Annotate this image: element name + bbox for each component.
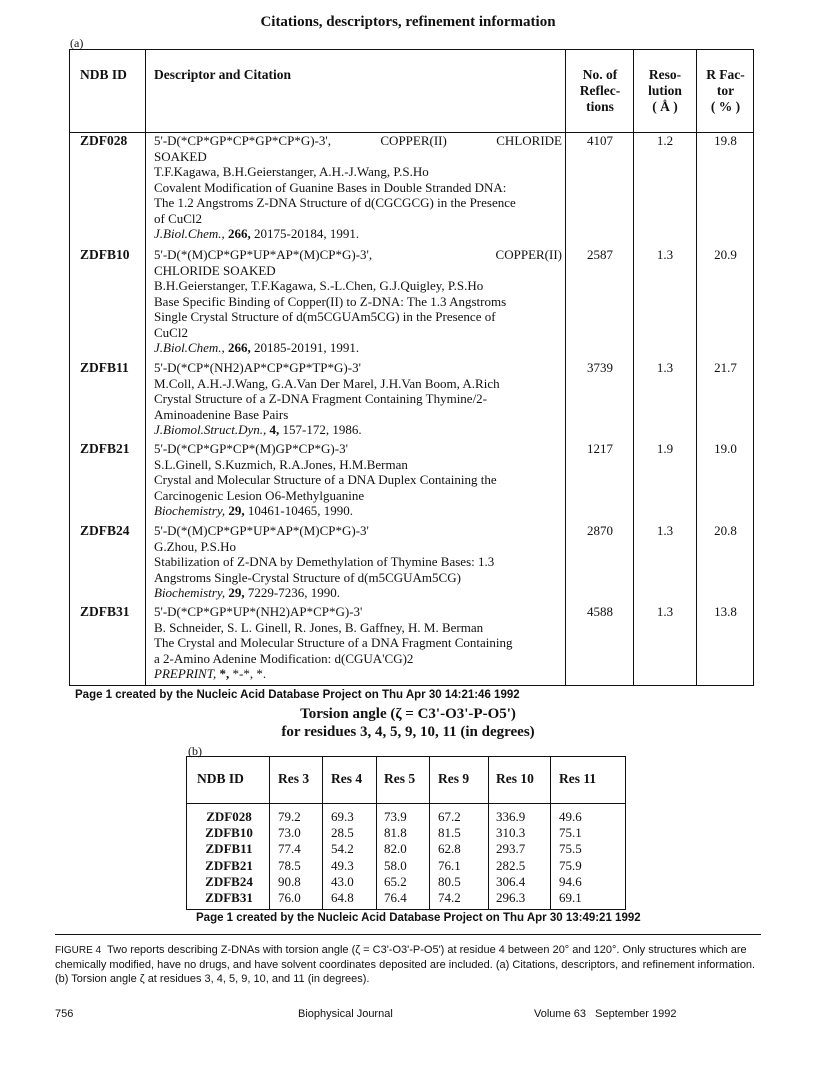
row-id: ZDFB10	[80, 247, 130, 262]
torsion-value: 81.8	[384, 825, 407, 841]
torsion-value: 336.9	[496, 809, 526, 824]
row-reflections: 4588	[587, 604, 613, 619]
torsion-row-id: ZDFB21	[205, 857, 253, 873]
header-ndb-id: NDB ID	[80, 67, 127, 82]
row-r-factor: 20.9	[714, 247, 737, 262]
row-reflections: 4107	[587, 133, 613, 148]
torsion-value: 73.0	[278, 825, 301, 841]
table-a-footer: Page 1 created by the Nucleic Acid Database Project on Thu Apr 30 14:21:46 1992	[75, 689, 520, 701]
torsion-value: 75.9	[559, 857, 582, 873]
torsion-table	[186, 756, 626, 910]
caption-divider	[55, 934, 761, 935]
torsion-row-id: ZDFB11	[205, 841, 253, 857]
torsion-value: 82.0	[384, 841, 407, 857]
torsion-value: 79.2	[278, 809, 301, 824]
journal-name: Biophysical Journal	[298, 1008, 393, 1020]
figure-caption: FIGURE 4 Two reports describing Z-DNAs with torsion angle (ζ = C3'-O3'-P-O5') at residue 4 between 20° and 120°. Only structures which are chemically modified, have no drugs, and have solvent coordinates deposited are included. (a) Citations, descriptors, and refinement information. (b) Torsion angle ζ at residues 3, 4, 5, 9, 10, and 11 (in degrees).	[55, 944, 756, 985]
table-b-label: (b)	[188, 744, 202, 758]
page-number: 756	[55, 1008, 74, 1020]
torsion-value: 77.4	[278, 841, 301, 857]
row-descriptor: 5'-D(*CP*GP*CP*(M)GP*CP*G)-3' S.L.Ginell, S.Kuzmich, R.A.Jones, H.M.Berman Crystal and Molecular Structure of a DNA Duplex Containing the Carcinogenic Lesion O6-Methylguanine Biochemistry, 29, 10461-10465, 1990.	[154, 441, 497, 518]
torsion-value: 28.5	[331, 825, 354, 841]
row-resolution: 1.3	[656, 247, 674, 262]
row-r-factor: 19.8	[714, 133, 737, 148]
row-descriptor: 5'-D(*(M)CP*GP*UP*AP*(M)CP*G)-3' G.Zhou, P.S.Ho Stabilization of Z-DNA by Demethylation of Thymine Bases: 1.3 Angstroms Single-Crystal Structure of d(m5CGUAm5CG) Biochemistry, 29, 7229-7236, 1990.	[154, 523, 495, 600]
torsion-value: 43.0	[331, 873, 354, 889]
torsion-row-id: ZDF028	[206, 809, 252, 824]
torsion-value: 67.2	[438, 809, 461, 824]
torsion-value: 73.9	[384, 809, 407, 824]
torsion-value: 90.8	[278, 873, 301, 889]
torsion-value: 64.8	[331, 890, 354, 905]
torsion-value: 282.5	[496, 857, 526, 873]
row-r-factor: 19.0	[714, 441, 737, 456]
torsion-title: Torsion angle (ζ = C3'-O3'-P-O5')	[300, 706, 516, 722]
torsion-value: 76.0	[278, 890, 301, 905]
row-resolution: 1.3	[656, 604, 674, 619]
row-resolution: 1.2	[656, 133, 674, 148]
th-res10: Res 10	[496, 771, 534, 786]
torsion-value: 65.2	[384, 873, 407, 889]
row-resolution: 1.3	[656, 523, 674, 538]
th-res11: Res 11	[559, 771, 597, 786]
torsion-value: 69.3	[331, 809, 354, 824]
torsion-row-id: ZDFB24	[205, 873, 253, 889]
header-descriptor: Descriptor and Citation	[154, 67, 291, 82]
row-descriptor: 5'-D(*CP*GP*CP*GP*CP*G)-3', COPPER(II) CHLORIDE SOAKED T.F.Kagawa, B.H.Geierstanger, A.H.-J.Wang, P.S.Ho Covalent Modification of Guanine Bases in Double Stranded DNA: The 1.2 Angstroms Z-DNA Structure of d(CGCGCG) in the Presence of CuCl2 J.Biol.Chem., 266, 20175-20184, 1991.	[154, 133, 562, 241]
torsion-row-id: ZDFB10	[205, 825, 253, 841]
torsion-value: 76.1	[438, 857, 461, 873]
row-descriptor: 5'-D(*CP*GP*UP*(NH2)AP*CP*G)-3' B. Schneider, S. L. Ginell, R. Jones, B. Gaffney, H. M. Berman The Crystal and Molecular Structure of a DNA Fragment Containing a 2-Amino Adenine Modification: d(CGUA'CG)2 PREPRINT, *, *-*, *.	[154, 604, 513, 681]
volume-info: Volume 63 September 1992	[534, 1008, 677, 1020]
torsion-value: 62.8	[438, 841, 461, 857]
row-resolution: 1.9	[656, 441, 674, 456]
header-r-factor: R Fac- tor ( % )	[706, 67, 745, 114]
page-title: Citations, descriptors, refinement information	[260, 14, 556, 30]
table-a-label: (a)	[70, 36, 84, 50]
row-id: ZDFB31	[80, 604, 130, 619]
row-resolution: 1.3	[656, 360, 674, 375]
citations-table	[69, 49, 754, 686]
torsion-value: 58.0	[384, 857, 407, 873]
row-r-factor: 20.8	[714, 523, 737, 538]
torsion-row-id: ZDFB31	[205, 890, 253, 905]
torsion-value: 310.3	[496, 825, 526, 841]
torsion-value: 69.1	[559, 890, 582, 905]
torsion-value: 78.5	[278, 857, 301, 873]
th-res3: Res 3	[278, 771, 310, 786]
th-res9: Res 9	[438, 771, 470, 786]
torsion-value: 75.1	[559, 825, 582, 841]
row-id: ZDFB21	[80, 441, 130, 456]
row-reflections: 3739	[587, 360, 613, 375]
torsion-value: 296.3	[496, 890, 526, 905]
table-b-footer: Page 1 created by the Nucleic Acid Database Project on Thu Apr 30 13:49:21 1992	[196, 912, 641, 924]
row-reflections: 2870	[587, 523, 613, 538]
torsion-value: 81.5	[438, 825, 461, 841]
row-id: ZDFB11	[80, 360, 129, 375]
row-reflections: 1217	[587, 441, 613, 456]
torsion-value: 293.7	[496, 841, 526, 857]
header-resolution: Reso- lution ( Å )	[648, 67, 682, 114]
row-id: ZDF028	[80, 133, 128, 148]
row-r-factor: 21.7	[714, 360, 737, 375]
header-reflections: No. of Reflec- tions	[579, 67, 621, 114]
torsion-value: 80.5	[438, 873, 461, 889]
row-id: ZDFB24	[80, 523, 130, 538]
torsion-value: 54.2	[331, 841, 354, 857]
torsion-subtitle: for residues 3, 4, 5, 9, 10, 11 (in degrees)	[281, 724, 535, 740]
torsion-value: 306.4	[496, 873, 526, 889]
row-reflections: 2587	[587, 247, 613, 262]
torsion-value: 75.5	[559, 841, 582, 857]
torsion-value: 94.6	[559, 873, 582, 889]
th-ndb-id: NDB ID	[197, 771, 244, 786]
row-descriptor: 5'-D(*CP*(NH2)AP*CP*GP*TP*G)-3' M.Coll, A.H.-J.Wang, G.A.Van Der Marel, J.H.Van Boom, A.Rich Crystal Structure of a Z-DNA Fragment Containing Thymine/2- Aminoadenine Base Pairs J.Biomol.Struct.Dyn., 4, 157-172, 1986.	[154, 360, 500, 437]
th-res4: Res 4	[331, 771, 363, 786]
torsion-value: 74.2	[438, 890, 461, 905]
row-descriptor: 5'-D(*(M)CP*GP*UP*AP*(M)CP*G)-3', COPPER(II) CHLORIDE SOAKED B.H.Geierstanger, T.F.Kagawa, S.-L.Chen, G.J.Quigley, P.S.Ho Base Specific Binding of Copper(II) to Z-DNA: The 1.3 Angstroms Single Crystal Structure of d(m5CGUAm5CG) in the Presence of CuCl2 J.Biol.Chem., 266, 20185-20191, 1991.	[154, 247, 562, 355]
torsion-value: 49.6	[559, 809, 582, 824]
torsion-value: 49.3	[331, 857, 354, 873]
row-r-factor: 13.8	[714, 604, 737, 619]
torsion-value: 76.4	[384, 890, 407, 905]
th-res5: Res 5	[384, 771, 416, 786]
